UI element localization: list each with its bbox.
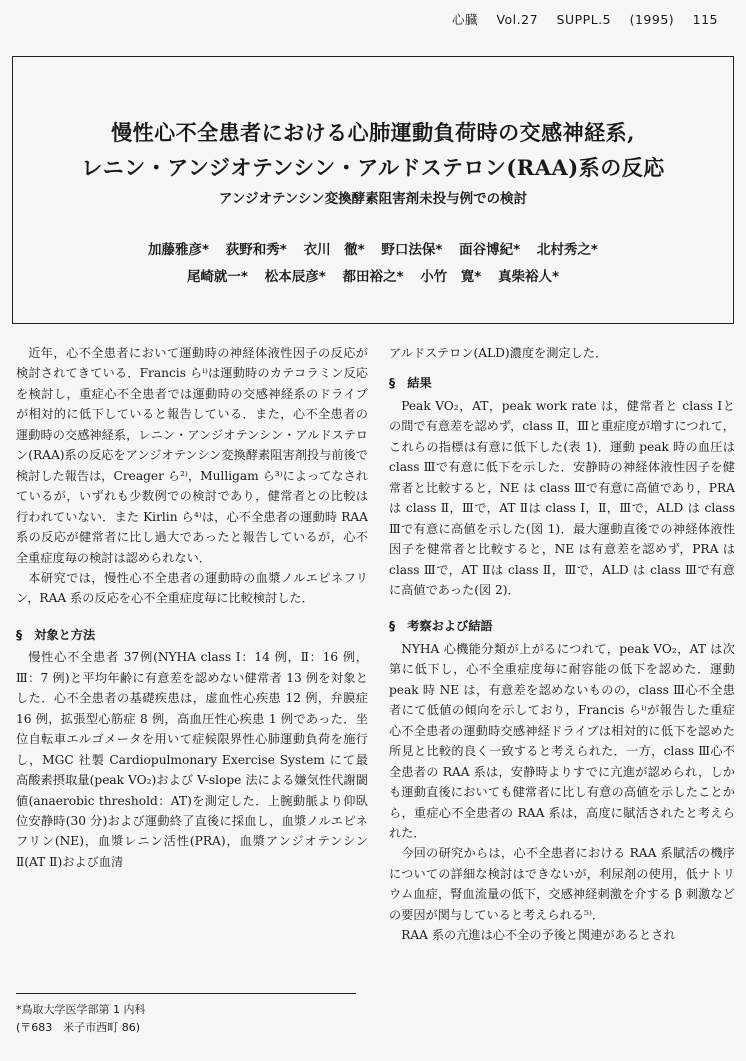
author: 尾崎就一* [186, 269, 248, 285]
section-heading-methods: § 対象と方法 [16, 627, 96, 642]
author: 松本辰彦* [264, 269, 326, 285]
discussion-paragraph: NYHA 心機能分類が上がるにつれて，peak VO₂，AT は次第に低下し，心不全重症度毎に耐容能の低下を認めた．運動 peak 時 NE は，有意差を認めないものの，class Ⅲ心不全患者にて低値の傾向を示しており，Francis らⁱ⁾が報告した重症心不全患者の運動時交感神経ドライブは相対的に低下を認めた所見と比較的良く一致すると考えられた．一方，class Ⅲ心不全患者の RAA 系は，安静時よりすでに亢進が認められ，しかも運動直後においても健常者に比し有意の高値を示したことから，重症心不全患者の RAA 系は，高度に賦活されたと考えられた． [389, 641, 735, 840]
discussion-paragraph: RAA 系の亢進は心不全の予後と関連があるとされ [401, 928, 676, 943]
author: 加藤雅彦* [148, 242, 210, 258]
right-column [389, 343, 735, 946]
author: 小竹 寛* [420, 269, 482, 285]
journal-volume: Vol.27 [496, 12, 539, 27]
page-number: 115 [692, 12, 718, 27]
author: 荻野和秀* [225, 242, 287, 258]
paper-title-line1: 慢性心不全患者における心肺運動負荷時の交感神経系, [111, 120, 635, 145]
methods-continuation: アルドステロン(ALD)濃度を測定した． [389, 346, 608, 360]
footnote-rule [16, 993, 356, 994]
author: 北村秀之* [536, 242, 598, 258]
author: 面谷博紀* [459, 242, 521, 258]
affiliation-footnote: *鳥取大学医学部第 1 内科 [16, 1003, 146, 1016]
author: 都田裕之* [342, 269, 404, 285]
author: 野口法保* [381, 242, 443, 258]
address-footnote: (〒683 米子市西町 86) [16, 1021, 141, 1034]
author-row-1 [13, 238, 733, 258]
left-column [16, 343, 368, 872]
section-heading-discussion: § 考察および結語 [389, 619, 493, 634]
paper-title-line2: レニン・アンジオテンシン・アルドステロン(RAA)系の反応 [81, 155, 665, 180]
author: 真柴裕人* [498, 269, 560, 285]
intro-paragraph: 近年，心不全患者において運動時の神経体液性因子の反応が検討されてきている．Francis らⁱ⁾は運動時のカテコラミン反応を検討し，重症心不全患者では運動時の交感神経系のドライブが相対的に低下していると報告している．また，心不全患者の運動時の交感神経系，レニン・アンジオテンシン・アルドステロン(RAA)系の反応をアンジオテンシン変換酵素阻害剤投与前後で検討した報告は，Creager ら²⁾，Mulligam ら³⁾によってなされているが，いずれも少数例での検討であり，健常者との比較は行われていない．また Kirlin ら⁴⁾は，心不全患者の運動時 RAA 系の反応が健常者に比し過大であったと報告しているが，心不全重症度毎の検討は認められない． [16, 346, 368, 565]
methods-paragraph: 慢性心不全患者 37例(NYHA class Ⅰ：14 例，Ⅱ：16 例，Ⅲ：7 例)と平均年齢に有意差を認めない健常者 13 例を対象とした．心不全患者の基礎疾患は，虚血性心疾患 12 例，弁膜症 16 例，拡張型心筋症 8 例，高血圧性心疾患 1 例であった．坐位自転車エルゴメータを用いて症候限界性心肺運動負荷を施行し，MGC 社製 Cardiopulmonary Exercise System にて最高酸素摂取量(peak VO₂)および V-slope 法による嫌気性代謝閾値(anaerobic threshold：AT)を測定した．上腕動脈より仰臥位安静時(30 分)および運動終了直後に採血し，血漿ノルエピネフリン(NE)，血漿レニン活性(PRA)，血漿アンジオテンシンⅡ(AT Ⅱ)および血清 [16, 650, 368, 869]
running-header [438, 10, 718, 28]
journal-year: (1995) [629, 12, 675, 27]
author-row-2 [13, 265, 733, 285]
journal-suppl: SUPPL.5 [556, 12, 612, 27]
journal-name: 心臓 [451, 12, 478, 27]
paper-subtitle: アンジオテンシン変換酵素阻害剤未投与例での検討 [218, 191, 528, 207]
title-box [12, 56, 734, 324]
intro-paragraph: 本研究では，慢性心不全患者の運動時の血漿ノルエピネフリン，RAA 系の反応を心不全重症度毎に比較検討した． [16, 570, 368, 606]
results-paragraph: Peak VO₂，AT，peak work rate は，健常者と class Ⅰとの間で有意差を認めず，class Ⅱ，Ⅲと重症度が増すにつれて，これらの指標は有意に低下した(表 1)．運動 peak 時の血圧は class Ⅲで有意に低下を示した．安静時の神経体液性因子を健常者と比較すると，NE は class Ⅲで有意に高値であり，PRA は class Ⅱ，Ⅲで，AT Ⅱは class Ⅰ，Ⅱ，Ⅲで，ALD は class Ⅲで有意に高値を示した(図 1)．最大運動直後での神経体液性因子を健常者と比較すると，NE は有意差を認めず，PRA は class Ⅲで，AT Ⅱは class Ⅱ，Ⅲで，ALD は class Ⅲで有意に高値であった(図 2)． [389, 398, 735, 597]
discussion-paragraph: 今回の研究からは，心不全患者における RAA 系賦活の機序についての詳細な検討はできないが，利尿剤の使用，低ナトリウム血症，腎血流量の低下，交感神経刺激を介する β 刺激などの要因が関与していると考えられる⁵⁾． [389, 846, 735, 922]
section-heading-results: § 結果 [389, 376, 432, 391]
author: 衣川 徹* [303, 242, 365, 258]
